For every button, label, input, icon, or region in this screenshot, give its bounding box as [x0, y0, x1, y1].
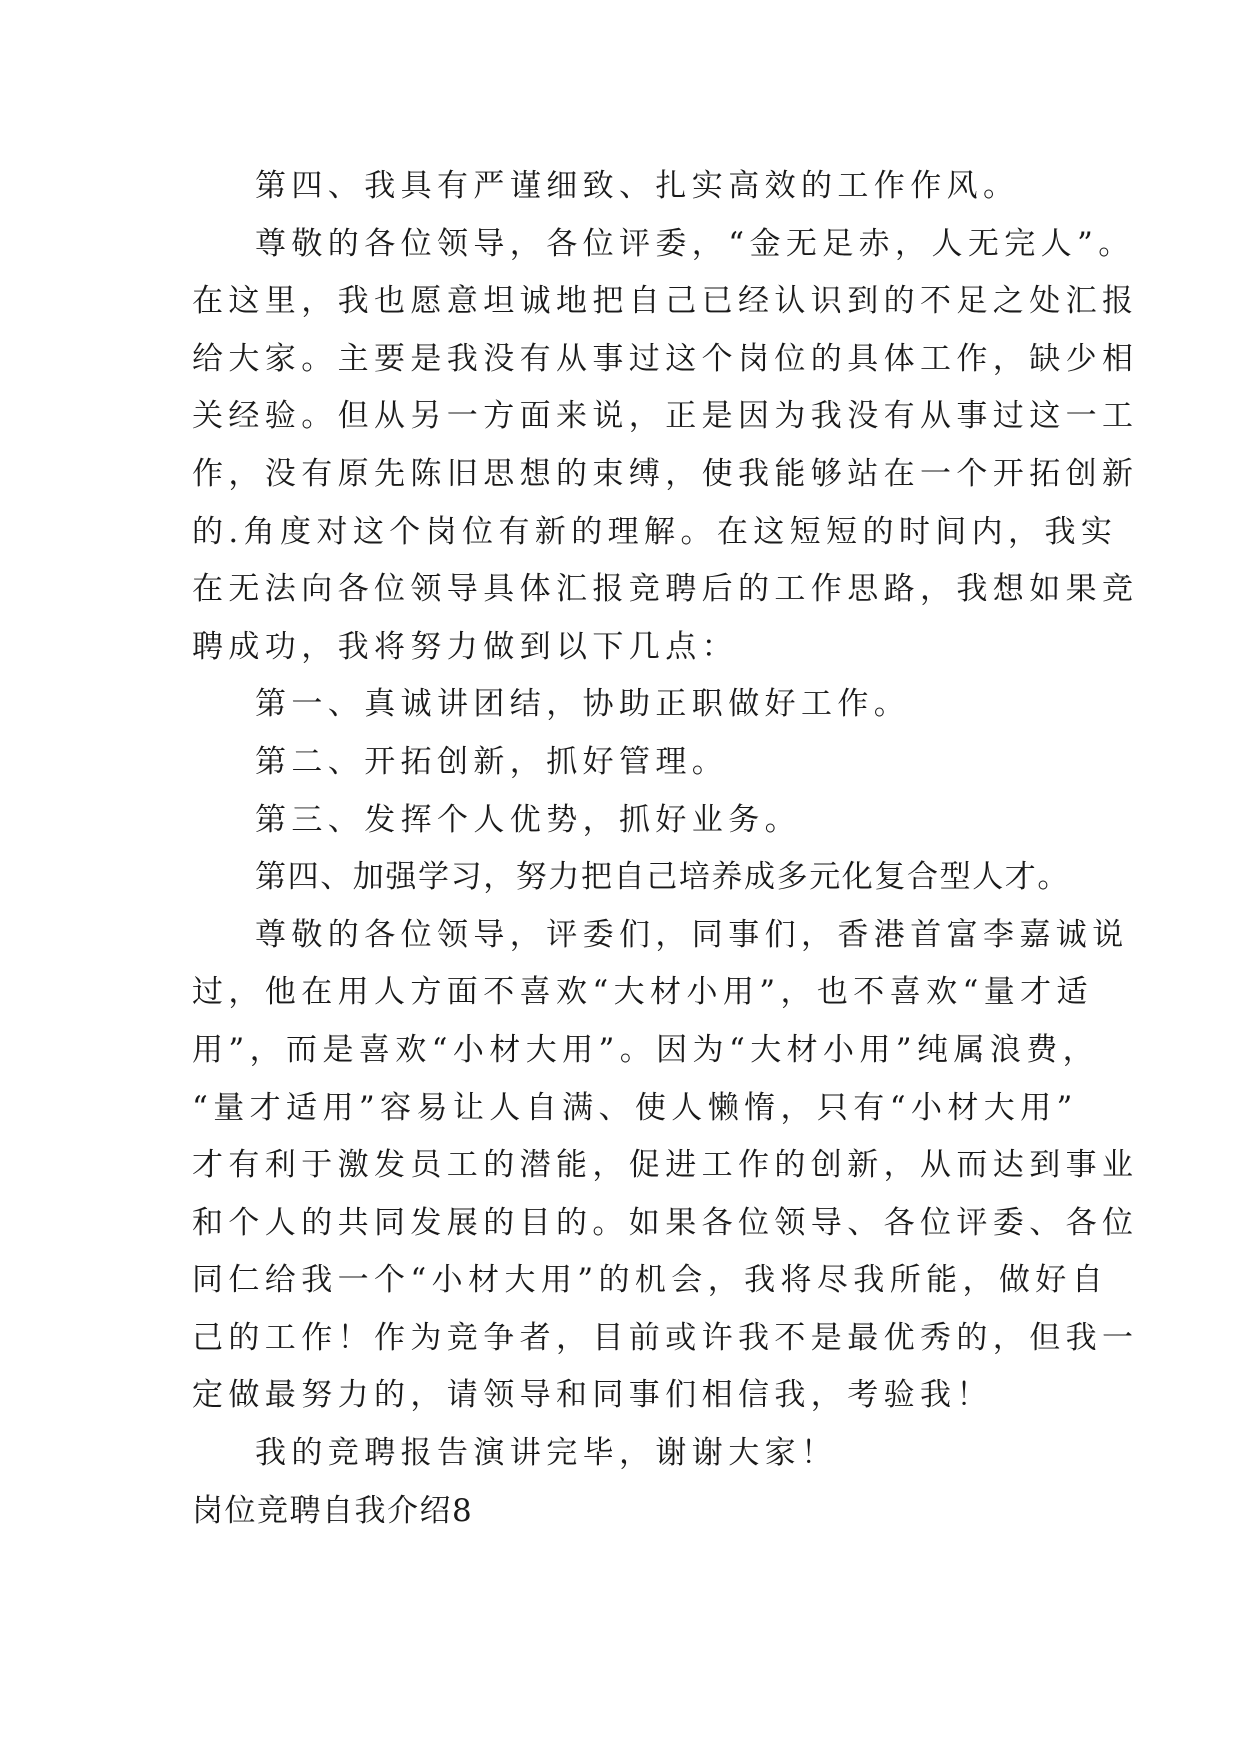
- paragraph-line: “量才适用”容易让人自满、使人懒惰，只有“小材大用”: [192, 1089, 1078, 1126]
- section-heading: 岗位竞聘自我介绍8: [192, 1492, 474, 1529]
- paragraph-line: 尊敬的各位领导，评委们，同事们，香港首富李嘉诚说: [255, 916, 1129, 953]
- paragraph-line: 用”，而是喜欢“小材大用”。因为“大材小用”纯属浪费，: [192, 1031, 1100, 1068]
- paragraph-line: 才有利于激发员工的潜能，促进工作的创新，从而达到事业: [192, 1147, 1139, 1184]
- paragraph-line: 的.角度对这个岗位有新的理解。在这短短的时间内，我实: [192, 513, 1118, 550]
- paragraph-line: 第四、我具有严谨细致、扎实高效的工作作风。: [255, 168, 1020, 204]
- paragraph-line: 己的工作！作为竞争者，目前或许我不是最优秀的，但我一: [192, 1319, 1139, 1356]
- paragraph-line: 作，没有原先陈旧思想的束缚，使我能够站在一个开拓创新: [192, 455, 1139, 492]
- paragraph-line: 和个人的共同发展的目的。如果各位领导、各位评委、各位: [192, 1204, 1139, 1241]
- paragraph-line: 给大家。主要是我没有从事过这个岗位的具体工作，缺少相: [192, 340, 1139, 377]
- document-body: [192, 158, 1139, 1540]
- paragraph-line: 尊敬的各位领导，各位评委，“金无足赤，人无完人”。: [255, 225, 1135, 262]
- paragraph-line: 第四、加强学习，努力把自己培养成多元化复合型人才。: [255, 859, 1070, 896]
- paragraph-line: 第三、发挥个人优势，抓好业务。: [255, 801, 801, 838]
- paragraph-line: 在这里，我也愿意坦诚地把自己已经认识到的不足之处汇报: [192, 283, 1139, 320]
- paragraph-line: 同仁给我一个“小材大用”的机会，我将尽我所能，做好自: [192, 1262, 1109, 1299]
- paragraph-line: 聘成功，我将努力做到以下几点：: [192, 628, 738, 665]
- paragraph-line: 在无法向各位领导具体汇报竞聘后的工作思路，我想如果竞: [192, 571, 1139, 608]
- paragraph-line: 第二、开拓创新，抓好管理。: [255, 743, 729, 780]
- paragraph-line: 过，他在用人方面不喜欢“大材小用”，也不喜欢“量才适: [192, 974, 1093, 1011]
- paragraph-line: 第一、真诚讲团结，协助正职做好工作。: [255, 686, 911, 723]
- paragraph-line: 我的竞聘报告演讲完毕，谢谢大家！: [255, 1435, 838, 1472]
- paragraph-line: 关经验。但从另一方面来说，正是因为我没有从事过这一工: [192, 398, 1139, 435]
- paragraph-line: 定做最努力的，请领导和同事们相信我，考验我！: [192, 1377, 993, 1414]
